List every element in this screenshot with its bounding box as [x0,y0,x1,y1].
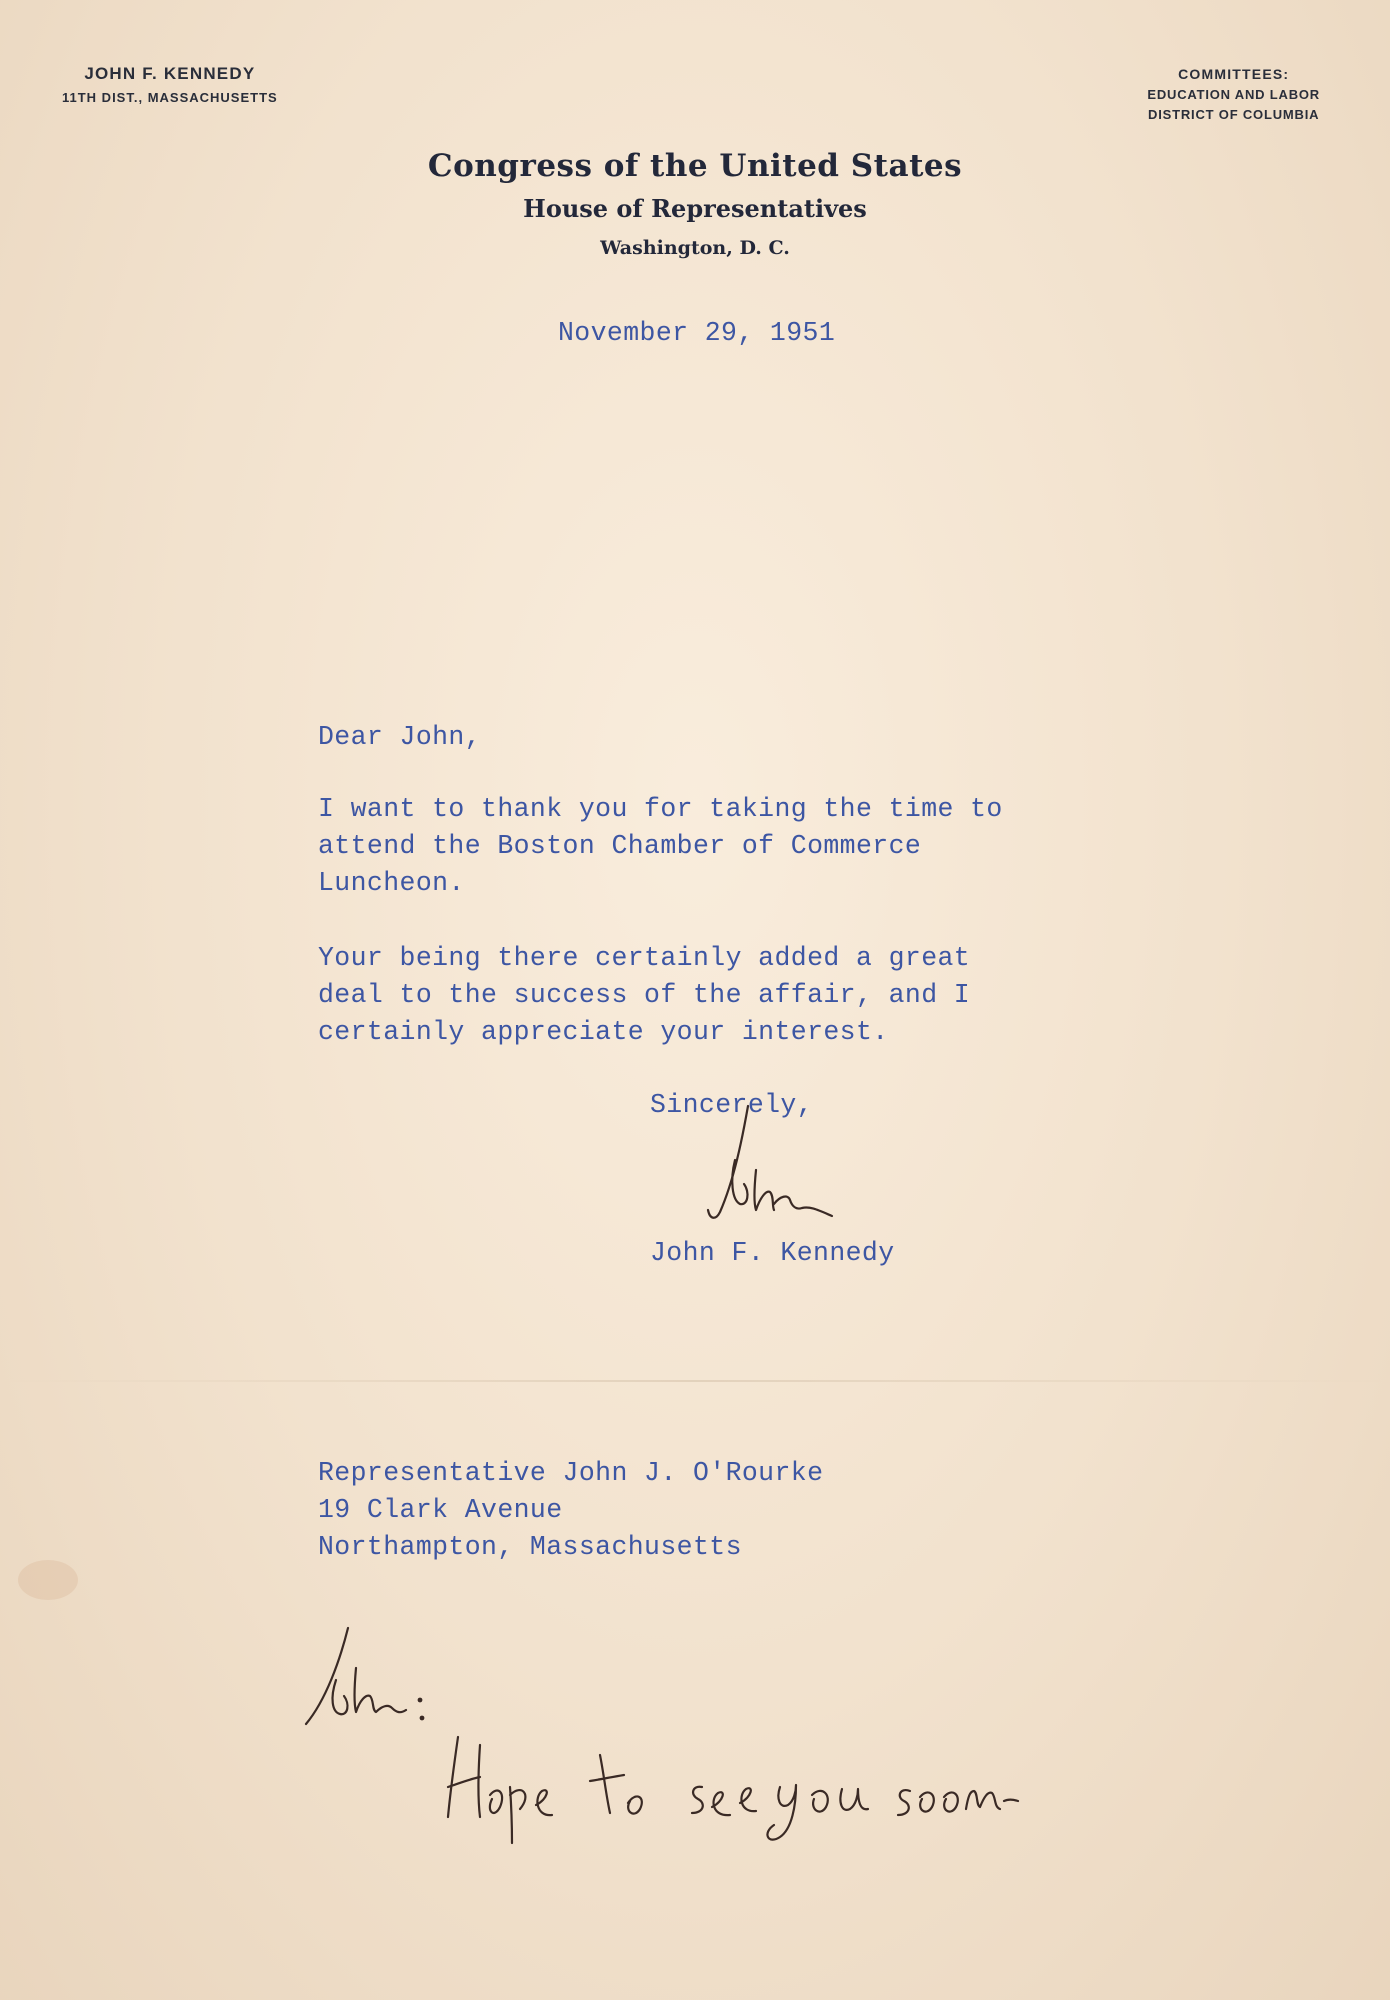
letterhead-center [0,148,1390,259]
letterhead-left [62,64,278,105]
signer-name: John F. Kennedy [650,1238,895,1268]
letterhead-right [1147,66,1320,122]
letterhead-district: 11TH DIST., MASSACHUSETTS [62,90,278,105]
committees-title: COMMITTEES: [1178,66,1290,82]
handwritten-postscript-greeting [296,1620,446,1740]
committee-line: EDUCATION AND LABOR [1147,87,1320,102]
paper-fold [0,1380,1390,1382]
city-title: Washington, D. C. [600,237,790,259]
letter-date: November 29, 1951 [558,318,836,348]
body-paragraph-1: I want to thank you for taking the time to attend the Boston Chamber of Commerce Luncheon. [318,794,1003,898]
house-title: House of Representatives [523,194,867,223]
letterhead-name: JOHN F. KENNEDY [84,64,256,83]
salutation: Dear John, [318,722,482,752]
handwritten-postscript [440,1725,1020,1845]
congress-title: Congress of the United States [427,148,963,184]
recipient-address: Representative John J. O'Rourke 19 Clark Avenue Northampton, Massachusetts [318,1458,824,1562]
body-paragraph-2: Your being there certainly added a great deal to the success of the affair, and I certainly appreciate your interest. [318,943,971,1047]
handwritten-signature [690,1100,850,1230]
closing: Sincerely, [650,1090,814,1120]
paper-stain [18,1560,78,1600]
committee-line: DISTRICT OF COLUMBIA [1148,107,1320,122]
